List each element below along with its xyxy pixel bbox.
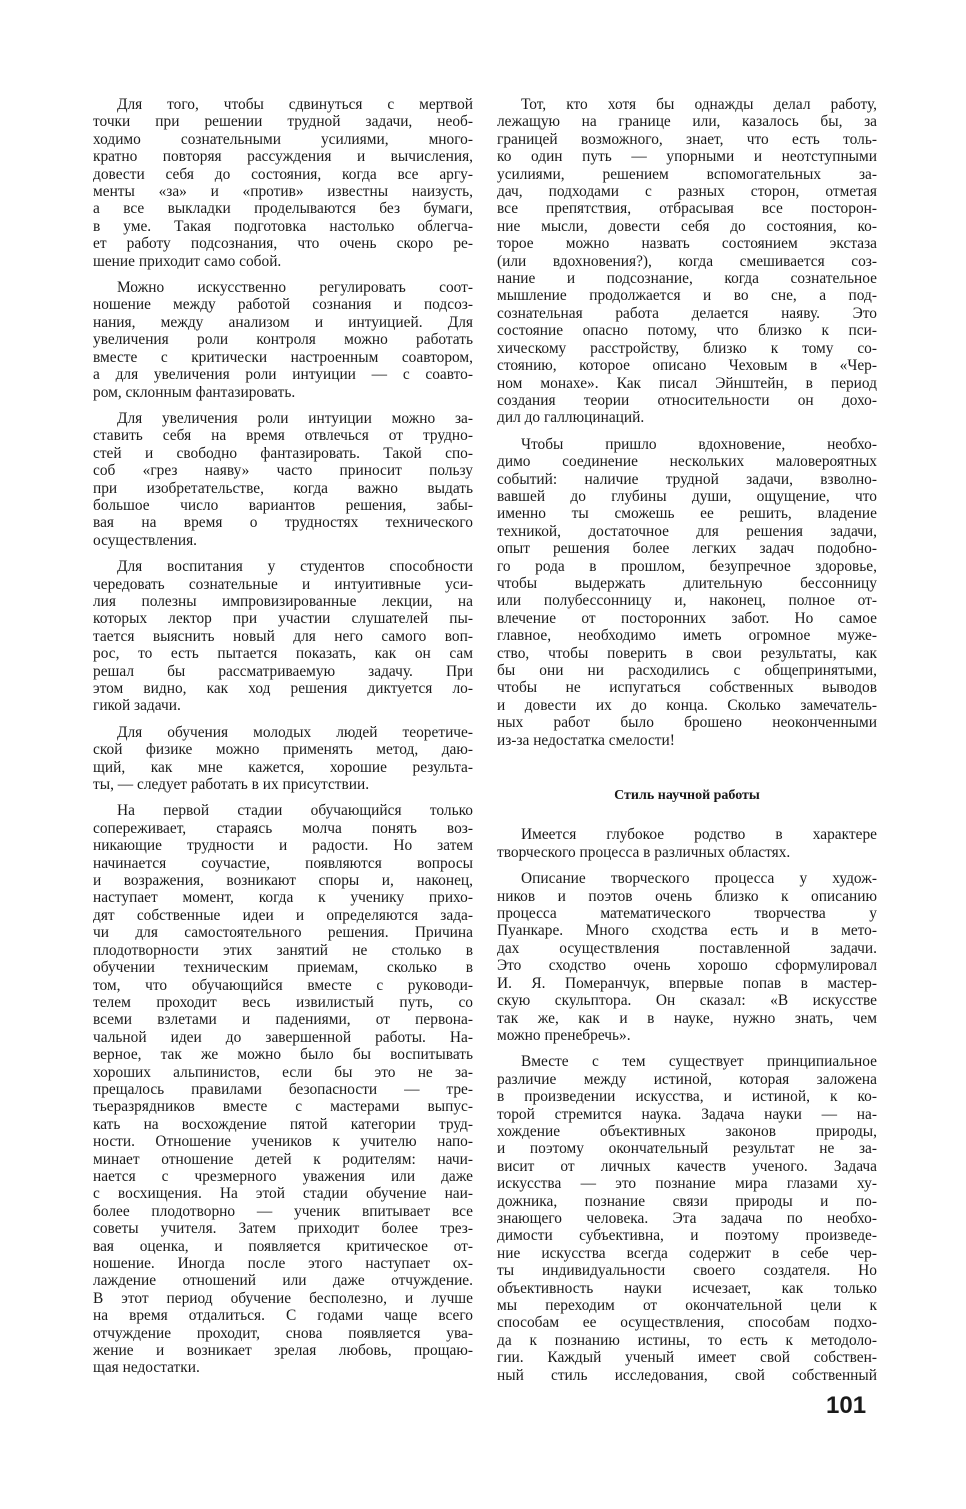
text-line: ние искусства всегда содержит в себе чер- xyxy=(497,1244,877,1262)
text-line: ношение. Иногда после этого наступает ох- xyxy=(93,1255,473,1272)
section-heading: Стиль научной работы xyxy=(614,788,760,804)
text-line: хороших альпинистов, если бы это не за- xyxy=(93,1063,473,1081)
text-line: различие между истиной, которая заложена xyxy=(497,1070,877,1088)
text-line: ром, склонным фантазировать. xyxy=(93,383,296,401)
text-line: ходимо сознательными усилиями, много- xyxy=(93,130,473,148)
text-line: именно ты сможешь ее решить, владение xyxy=(497,505,877,523)
paragraph xyxy=(93,558,473,715)
text-line: мы переходим от окончательной цели к xyxy=(497,1297,877,1314)
right-column-top xyxy=(497,96,877,749)
text-line: мышление продолжается и во сне, а под- xyxy=(497,287,877,305)
right-column-bottom xyxy=(497,826,877,1384)
text-line: начинается соучастие, появляются вопросы xyxy=(93,854,473,872)
text-line: Для увеличения роли интуиции можно за- xyxy=(117,409,473,427)
text-line: жение и возникает зрелая любовь, прощаю- xyxy=(93,1342,473,1360)
paragraph xyxy=(93,96,473,270)
text-line: которых лектор при участии слушателей пы- xyxy=(93,610,473,628)
text-line: чальной идеи до завершенной работы. На- xyxy=(93,1028,473,1046)
text-line: все препятствия, отбрасывая все посторон- xyxy=(497,200,877,218)
text-line: ставить себя на время отвлечься от трудно- xyxy=(93,427,473,445)
text-line: ство, чтобы поверить в свои результаты, как xyxy=(497,644,877,662)
text-line: и довести их до конца. Сколько замечатель- xyxy=(497,696,877,714)
text-line: ников и поэтов очень близко к описанию xyxy=(497,887,877,905)
text-line: увеличения роли контроля можно работать xyxy=(93,331,473,349)
text-line: щая недостатки. xyxy=(93,1359,200,1377)
text-line: щий, как мне кажется, хорошие результа- xyxy=(93,758,473,776)
text-line: чередовать сознательные и интуитивные уси- xyxy=(93,575,473,593)
paragraph xyxy=(497,96,877,427)
text-line: (или вдохновения?), когда смешивается соз- xyxy=(497,252,877,270)
text-line: хождение объективных законов природы, xyxy=(497,1122,877,1140)
text-line: или полубессонницу и, наконец, полное от- xyxy=(497,592,877,610)
paragraph xyxy=(497,870,877,1044)
text-line: Тот, кто хотя бы однажды делал работу, xyxy=(521,96,877,113)
text-line: ет работу подсознания, что очень скоро ре- xyxy=(93,235,473,253)
text-line: рос, то есть пытается показать, как он сам xyxy=(93,645,473,663)
text-line: ном монахе». Как писал Эйнштейн, в период xyxy=(497,374,877,392)
text-line: Для того, чтобы сдвинуться с мертвой xyxy=(117,96,473,113)
text-line: нание и подсознание, когда сознательное xyxy=(497,270,877,288)
paragraph xyxy=(497,1053,877,1384)
text-line: прещалось правилами безопасности — тре- xyxy=(93,1080,473,1098)
text-line: Это сходство очень хорошо сформулировал xyxy=(497,957,877,975)
text-line: дах осуществления поставленной задачи. xyxy=(497,939,877,957)
text-line: обучении техническим приемам, сколько в xyxy=(93,959,473,977)
text-line: ние мысли, довести себя до состояния, ко- xyxy=(497,217,877,235)
text-line: нается с чрезмерного уважения или даже xyxy=(93,1167,473,1185)
paragraph xyxy=(497,436,877,749)
text-line: дил до галлюцинаций. xyxy=(497,409,645,427)
text-line: дожника, познание связи природы и по- xyxy=(497,1192,877,1210)
text-line: никающие трудности и радости. Но затем xyxy=(93,837,473,855)
text-line: Для воспитания у студентов способности xyxy=(117,558,473,576)
text-line: Можно искусственно регулировать соот- xyxy=(117,279,473,297)
text-line: ности. Отношение учеников к учителю напо- xyxy=(93,1133,473,1151)
text-line: телем проходит весь извилистый путь, со xyxy=(93,993,473,1011)
paragraph xyxy=(93,410,473,549)
text-line: стей и свободно фантазировать. Такой спо- xyxy=(93,444,473,462)
text-line: в произведении искусства, и истиной, к ко- xyxy=(497,1088,877,1106)
text-line: вая оценка, и появляется критическое от- xyxy=(93,1237,473,1255)
text-line: так же, как и в науке, нужно знать, чем xyxy=(497,1009,877,1027)
text-line: сознательная работа делается наяву. Это xyxy=(497,304,877,322)
text-line: торое можно назвать состоянием экстаза xyxy=(497,235,877,253)
text-line: дят собственные идеи и определяются зада- xyxy=(93,906,473,924)
text-line: кать на восхождение пятой категории труд- xyxy=(93,1115,473,1133)
text-line: вая на время о трудностях технического xyxy=(93,514,473,532)
text-line: главное, необходимо иметь огромное муже- xyxy=(497,627,877,645)
text-line: И. Я. Померанчук, впервые попав в мастер- xyxy=(497,974,877,992)
text-line: границей возможного, знает, что есть толь- xyxy=(497,130,877,148)
text-line: можно пренебречь». xyxy=(497,1026,631,1044)
text-line: создания теории относительности он дохо- xyxy=(497,391,877,409)
text-line: событий: наличие трудной задачи, взволно- xyxy=(497,470,877,488)
text-line: го рода в прошлом, безупречное здоровье, xyxy=(497,557,877,575)
text-line: ный стиль исследования, свой собственный xyxy=(497,1366,877,1384)
text-line: состояние опасно потому, что близко к пси- xyxy=(497,322,877,340)
text-line: В этот период обучение бесполезно, и лучше xyxy=(93,1289,473,1307)
paragraph xyxy=(93,279,473,401)
text-line: Описание творческого процесса у худож- xyxy=(521,870,877,888)
text-line: димо соединение нескольких маловероятных xyxy=(497,453,877,471)
text-line: ты индивидуальности своего создателя. Но xyxy=(497,1262,877,1280)
text-line: ношение между работой сознания и подсоз- xyxy=(93,296,473,314)
text-line: из-за недостатка смелости! xyxy=(497,731,675,749)
text-line: гии. Каждый ученый имеет свой собствен- xyxy=(497,1349,877,1367)
paragraph xyxy=(93,802,473,1376)
text-line: отчуждение проходит, снова появляется ува- xyxy=(93,1324,473,1342)
text-line: сопереживает, стараясь молча понять воз- xyxy=(93,819,473,837)
text-line: наступает момент, когда к ученику прихо- xyxy=(93,889,473,907)
text-line: тьеразрядников вместе с мастерами выпус- xyxy=(93,1098,473,1116)
text-line: Имеется глубокое родство в характере xyxy=(521,826,877,844)
text-line: лаждение отношений или даже отчуждение. xyxy=(93,1272,473,1290)
text-line: ской физике можно применять метод, даю- xyxy=(93,741,473,759)
page-number: 101 xyxy=(826,1392,867,1419)
text-line: гикой задачи. xyxy=(93,697,181,715)
text-line: решал бы рассматриваемую задачу. При xyxy=(93,662,473,680)
text-line: объективность науки исчезает, как только xyxy=(497,1279,877,1297)
text-line: том, что обучающийся вместе с руководи- xyxy=(93,976,473,994)
text-line: знающего человека. Эта задача по необхо- xyxy=(497,1209,877,1227)
text-line: Для обучения молодых людей теоретиче- xyxy=(117,723,473,741)
left-column xyxy=(93,96,473,1386)
text-line: кратно повторяя рассуждения и вычисления, xyxy=(93,148,473,166)
text-line: а для увеличения роли интуиции — с соавто- xyxy=(93,366,473,384)
text-line: соб «грез наяву» часто приносит пользу xyxy=(93,462,473,480)
text-line: верное, так же можно было бы воспитывать xyxy=(93,1046,473,1064)
text-line: минает отношение детей к родителям: начи- xyxy=(93,1150,473,1168)
paragraph xyxy=(497,826,877,861)
text-line: советы учителя. Затем приходит более трез- xyxy=(93,1220,473,1238)
text-line: опыт решения более легких задач подобно- xyxy=(497,540,877,558)
text-line: творческого процесса в различных областях. xyxy=(497,843,791,861)
text-line: и возражения, возникают споры и, наконец, xyxy=(93,872,473,890)
text-line: искусства — это познание мира глазами ху- xyxy=(497,1175,877,1193)
text-line: вместе с критически настроенным соавтором, xyxy=(93,348,473,366)
text-line: ты, — следует работать в их присутствии. xyxy=(93,776,370,794)
text-line: торой стремится наука. Задача науки — на- xyxy=(497,1105,877,1123)
text-line: а все выкладки проделываются без бумаги, xyxy=(93,200,473,218)
text-line: висит от личных качеств ученого. Задача xyxy=(497,1157,877,1175)
text-line: большое число вариантов решения, забы- xyxy=(93,496,473,514)
text-line: стоянию, которое описано Чеховым в «Чер- xyxy=(497,357,877,375)
text-line: менты «за» и «против» известны наизусть, xyxy=(93,183,473,201)
text-line: более плодотворно — ученик впитывает все xyxy=(93,1202,473,1220)
text-line: лежащую на границе или, казалось бы, за xyxy=(497,113,877,131)
text-line: шение приходит само собой. xyxy=(93,252,282,270)
text-line: способам ее осуществления, способам подхо- xyxy=(497,1314,877,1332)
paragraph xyxy=(93,724,473,794)
text-line: нания, между анализом и интуицией. Для xyxy=(93,313,473,331)
text-line: Чтобы пришло вдохновение, необхо- xyxy=(521,435,877,453)
text-line: чтобы выдержать длительную бессонницу xyxy=(497,574,877,592)
text-line: ко один путь — упорными и неотступными xyxy=(497,148,877,166)
text-line: с восхищения. На этой стадии обучение наи- xyxy=(93,1185,473,1203)
text-line: Вместе с тем существует принципиальное xyxy=(521,1053,877,1071)
text-line: плодотворности этих занятий не столько в xyxy=(93,941,473,959)
text-line: довести себя до состояния, когда все аргу- xyxy=(93,165,473,183)
text-line: димости субъективна, и поэтому произведе- xyxy=(497,1227,877,1245)
text-line: при изобретательстве, когда важно выдать xyxy=(93,479,473,497)
text-line: процесса математического творчества у xyxy=(497,905,877,923)
text-line: осуществления. xyxy=(93,531,197,549)
text-line: да к познанию истины, то есть к методоло- xyxy=(497,1331,877,1349)
text-line: лия полезны импровизированные лекции, на xyxy=(93,592,473,610)
text-line: ных работ было брошено неоконченными xyxy=(497,714,877,732)
text-line: на время отдалиться. С годами чаще всего xyxy=(93,1307,473,1325)
text-line: дач, подходами с разных сторон, отметая xyxy=(497,183,877,201)
text-line: бы они ни расходились с общепринятыми, xyxy=(497,662,877,679)
text-line: скую скульптора. Он сказал: «В искусстве xyxy=(497,992,877,1010)
right-column xyxy=(497,96,877,1393)
text-line: вавшей до глубины души, ощущение, что xyxy=(497,487,877,505)
text-line: точки при решении трудной задачи, необ- xyxy=(93,113,473,131)
text-line: На первой стадии обучающийся только xyxy=(117,802,473,820)
text-line: чи для самостоятельного решения. Причина xyxy=(93,924,473,942)
text-line: в уме. Такая подготовка настолько облегча- xyxy=(93,217,473,235)
text-line: Пуанкаре. Много сходства есть и в мето- xyxy=(497,922,877,940)
text-line: тается выяснить новый для него самого воп- xyxy=(93,627,473,645)
text-line: этом видно, как ход решения диктуется ло- xyxy=(93,680,473,697)
text-line: усилиями, решением вспомогательных за- xyxy=(497,165,877,183)
text-line: хическому расстройству, близко к тому со- xyxy=(497,339,877,357)
text-line: техникой, достаточное для решения задачи, xyxy=(497,522,877,540)
text-line: влечение от посторонних забот. Но самое xyxy=(497,609,877,627)
text-line: и поэтому окончательный результат не за- xyxy=(497,1140,877,1158)
text-line: чтобы не испугаться собственных выводов xyxy=(497,679,877,697)
text-line: всеми взлетами и падениями, от первона- xyxy=(93,1011,473,1029)
